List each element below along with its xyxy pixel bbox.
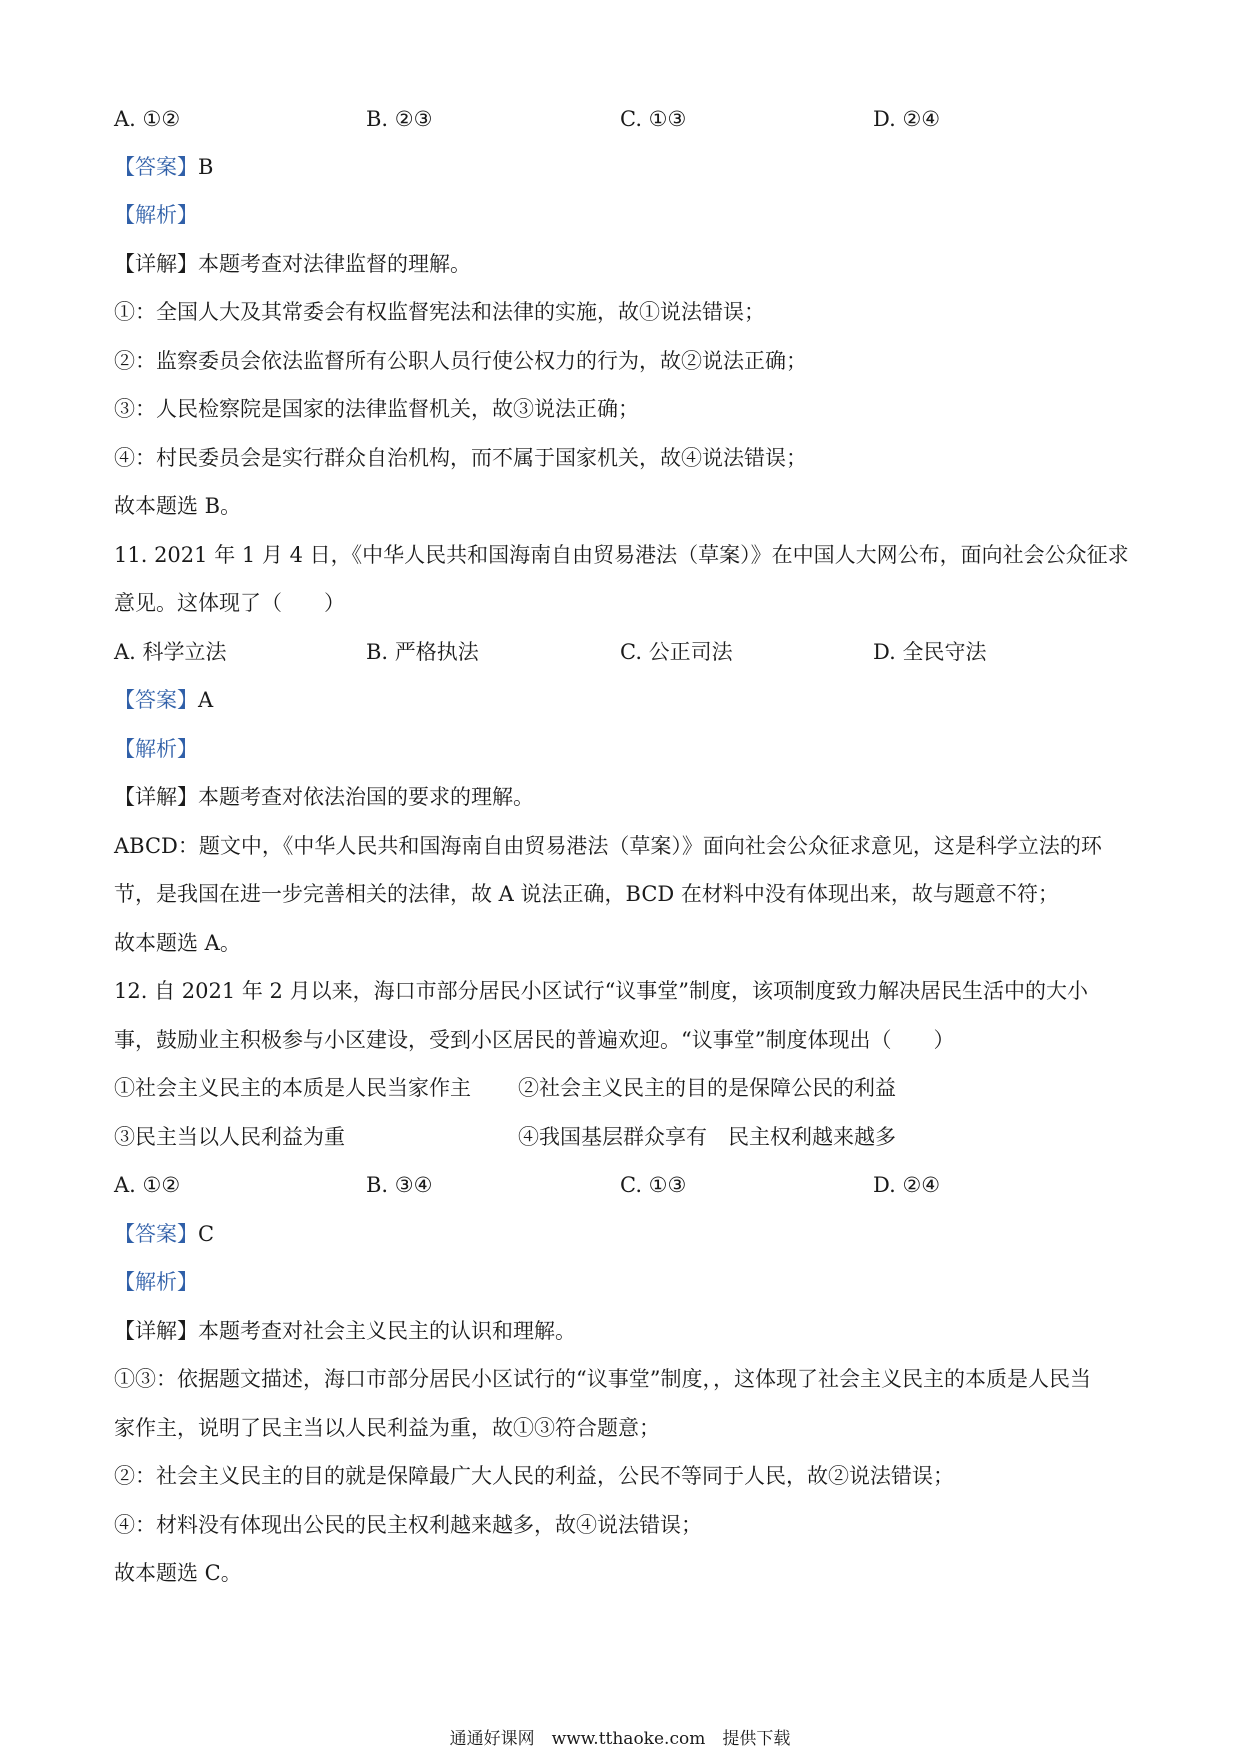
q12-option-b: B. ③④	[366, 1173, 433, 1197]
q12-explain-line: ②：社会主义民主的目的就是保障最广大人民的利益，公民不等同于人民，故②说法错误；	[114, 1464, 954, 1488]
q12-explain-line: ①③：依据题文描述，海口市部分居民小区试行的“议事堂”制度，，这体现了社会主义民主的本质是人民当	[114, 1367, 1091, 1391]
q10-option-a: A. ①②	[114, 107, 181, 131]
q12-option-d: D. ②④	[873, 1173, 941, 1197]
q10-option-b: B. ②③	[366, 107, 433, 131]
q12-stem-line: 事，鼓励业主积极参与小区建设，受到小区居民的普遍欢迎。“议事堂”制度体现出（ ）	[114, 1028, 955, 1052]
answer-value: B	[198, 155, 214, 179]
q10-option-d: D. ②④	[873, 107, 941, 131]
q12-conclusion: 故本题选 C。	[114, 1561, 242, 1585]
q12-statement-1: ①社会主义民主的本质是人民当家作主	[114, 1076, 471, 1100]
answer-tag: 【答案】	[114, 155, 198, 179]
q12-detail: 【详解】本题考查对社会主义民主的认识和理解。	[114, 1319, 576, 1343]
q11-detail: 【详解】本题考查对依法治国的要求的理解。	[114, 785, 534, 809]
q12-answer	[114, 1219, 214, 1249]
q10-explain-line: ④：村民委员会是实行群众自治机构，而不属于国家机关，故④说法错误；	[114, 446, 807, 470]
q11-option-d: D. 全民守法	[873, 640, 987, 664]
q10-explain-line: ③：人民检察院是国家的法律监督机关，故③说法正确；	[114, 397, 639, 421]
q10-explain-line: ②：监察委员会依法监督所有公职人员行使公权力的行为，故②说法正确；	[114, 349, 807, 373]
q11-answer	[114, 685, 213, 715]
q10-option-c: C. ①③	[620, 107, 687, 131]
answer-tag: 【答案】	[114, 688, 198, 712]
q10-conclusion: 故本题选 B。	[114, 494, 242, 518]
q11-stem-line: 意见。这体现了（ ）	[114, 591, 345, 615]
q10-analysis-tag: 【解析】	[114, 203, 198, 227]
q12-explain-line: ④：材料没有体现出公民的民主权利越来越多，故④说法错误；	[114, 1513, 702, 1537]
page-footer: 通通好课网 www.tthaoke.com 提供下载	[449, 1729, 791, 1749]
q12-statement-2: ②社会主义民主的目的是保障公民的利益	[518, 1076, 896, 1100]
q11-explain-line: 节，是我国在进一步完善相关的法律，故 A 说法正确，BCD 在材料中没有体现出来，故与题意不符；	[114, 882, 1059, 906]
q10-detail: 【详解】本题考查对法律监督的理解。	[114, 252, 471, 276]
q10-explain-line: ①：全国人大及其常委会有权监督宪法和法律的实施，故①说法错误；	[114, 300, 765, 324]
q12-analysis-tag: 【解析】	[114, 1270, 198, 1294]
q11-option-c: C. 公正司法	[620, 640, 733, 664]
q12-option-a: A. ①②	[114, 1173, 181, 1197]
q11-analysis-tag: 【解析】	[114, 737, 198, 761]
q12-stem-line: 12. 自 2021 年 2 月以来，海口市部分居民小区试行“议事堂”制度，该项制度致力解决居民生活中的大小	[114, 979, 1089, 1003]
q12-option-c: C. ①③	[620, 1173, 687, 1197]
q11-explain-line: ABCD：题文中，《中华人民共和国海南自由贸易港法（草案）》面向社会公众征求意见，这是科学立法的环	[114, 834, 1102, 858]
q12-statement-3: ③民主当以人民利益为重	[114, 1125, 345, 1149]
answer-value: A	[198, 688, 214, 712]
q11-option-a: A. 科学立法	[114, 640, 227, 664]
answer-value: C	[198, 1222, 215, 1246]
q11-conclusion: 故本题选 A。	[114, 931, 241, 955]
q11-option-b: B. 严格执法	[366, 640, 479, 664]
answer-tag: 【答案】	[114, 1222, 198, 1246]
q12-statement-4: ④我国基层群众享有 民主权利越来越多	[518, 1125, 896, 1149]
q10-answer	[114, 152, 213, 182]
q12-explain-line: 家作主，说明了民主当以人民利益为重，故①③符合题意；	[114, 1416, 660, 1440]
q11-stem-line: 11. 2021 年 1 月 4 日，《中华人民共和国海南自由贸易港法（草案）》在中国人大网公布，面向社会公众征求	[114, 543, 1129, 567]
